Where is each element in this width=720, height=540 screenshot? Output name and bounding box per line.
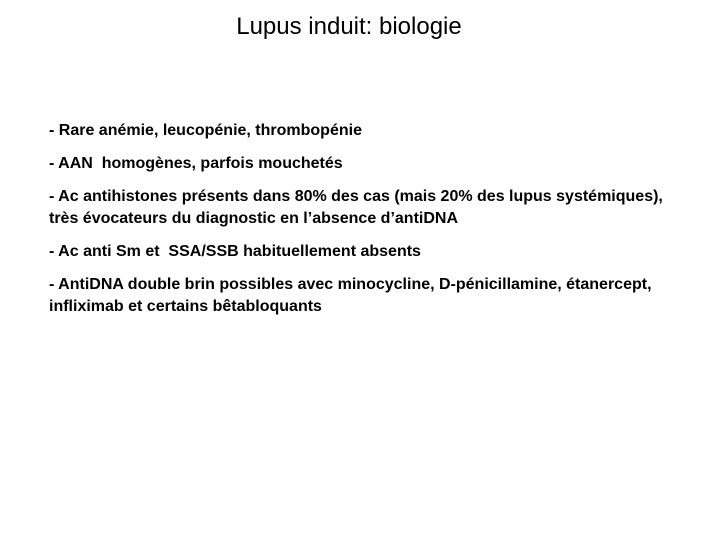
slide-title: Lupus induit: biologie xyxy=(236,13,462,40)
bullet-antihistones: - Ac antihistones présents dans 80% des cas (mais 20% des lupus systémiques), très évocateurs du diagnostic en l’absence d’antiDNA xyxy=(49,188,668,227)
bullet-cytopenias: - Rare anémie, leucopénie, thrombopénie xyxy=(49,122,362,139)
bullet-anti-sm-ssa-ssb: - Ac anti Sm et SSA/SSB habituellement absents xyxy=(49,243,421,260)
bullet-list xyxy=(49,120,689,329)
bullet-anti-dna: - AntiDNA double brin possibles avec minocycline, D-pénicillamine, étanercept, infliximab et certains bêtabloquants xyxy=(49,276,656,315)
bullet-aan: - AAN homogènes, parfois mouchetés xyxy=(49,155,343,172)
